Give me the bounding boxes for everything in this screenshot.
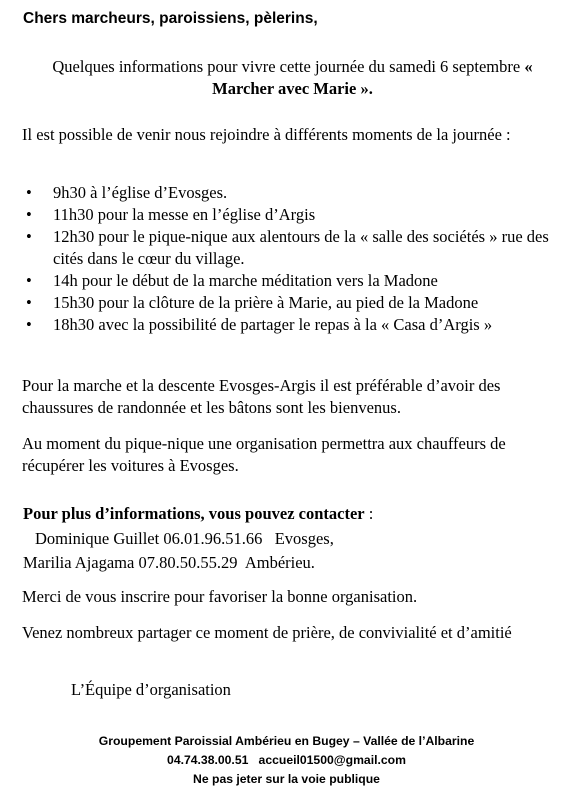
intro-paragraph [40,56,545,100]
join-paragraph: Il est possible de venir nous rejoindre à différents moments de la journée : [22,125,511,144]
bullet-icon: • [26,293,32,312]
schedule-item: • 15h30 pour la clôture de la prière à Marie, au pied de la Madone [26,293,479,312]
contact-name: Dominique Guillet [35,529,160,548]
schedule-item: • 12h30 pour le pique-nique aux alentours de la « salle des sociétés » rue des cités dans le cœur du village. [26,227,549,268]
greeting-heading: Chers marcheurs, paroissiens, pèlerins, [23,10,318,27]
contact-phone: 07.80.50.55.29 [138,553,238,572]
invite-paragraph: Venez nombreux partager ce moment de prière, de convivialité et d’amitié [22,623,512,642]
contact-row [23,552,315,574]
schedule-item: • 18h30 avec la possibilité de partager le repas à la « Casa d’Argis » [26,315,493,334]
schedule-item: • 9h30 à l’église d’Evosges. [26,183,228,202]
signature: L’Équipe d’organisation [71,680,231,699]
register-paragraph: Merci de vous inscrire pour favoriser la bonne organisation. [22,587,418,606]
footer-parish: Groupement Paroissial Ambérieu en Bugey – Vallée de l’Albarine [98,734,475,748]
shoes-paragraph: Pour la marche et la descente Evosges-Argis il est préférable d’avoir des chaussures de randonnée et les bâtons sont les bienvenus. [22,376,501,417]
schedule-list [22,182,562,336]
drivers-paragraph: Au moment du pique-nique une organisation permettra aux chauffeurs de récupérer les voitures à Evosges. [22,434,506,475]
contact-heading: Pour plus d’informations, vous pouvez contacter : [23,504,374,523]
contact-row [35,528,334,550]
contact-town: Evosges, [274,529,334,548]
bullet-icon: • [26,315,32,334]
event-name: « Marcher avec Marie ». [212,57,533,98]
intro-text: Quelques informations pour vivre cette journée du samedi 6 septembre [52,57,525,76]
contact-name: Marilia Ajagama [23,553,135,572]
contact-town: Ambérieu. [244,553,315,572]
bullet-icon: • [26,183,32,202]
contact-phone: 06.01.96.51.66 [163,529,263,548]
footer-contact [0,751,573,770]
footer-email: accueil01500@gmail.com [258,753,406,767]
bullet-icon: • [26,227,32,246]
bullet-icon: • [26,271,32,290]
bullet-icon: • [26,205,32,224]
schedule-item: • 14h pour le début de la marche méditation vers la Madone [26,271,438,290]
contact-heading-text: Pour plus d’informations, vous pouvez contacter [23,504,365,523]
footer-notice: Ne pas jeter sur la voie publique [193,772,380,786]
footer-phone: 04.74.38.00.51 [167,753,249,767]
schedule-item: • 11h30 pour la messe en l’église d’Argis [26,205,316,224]
